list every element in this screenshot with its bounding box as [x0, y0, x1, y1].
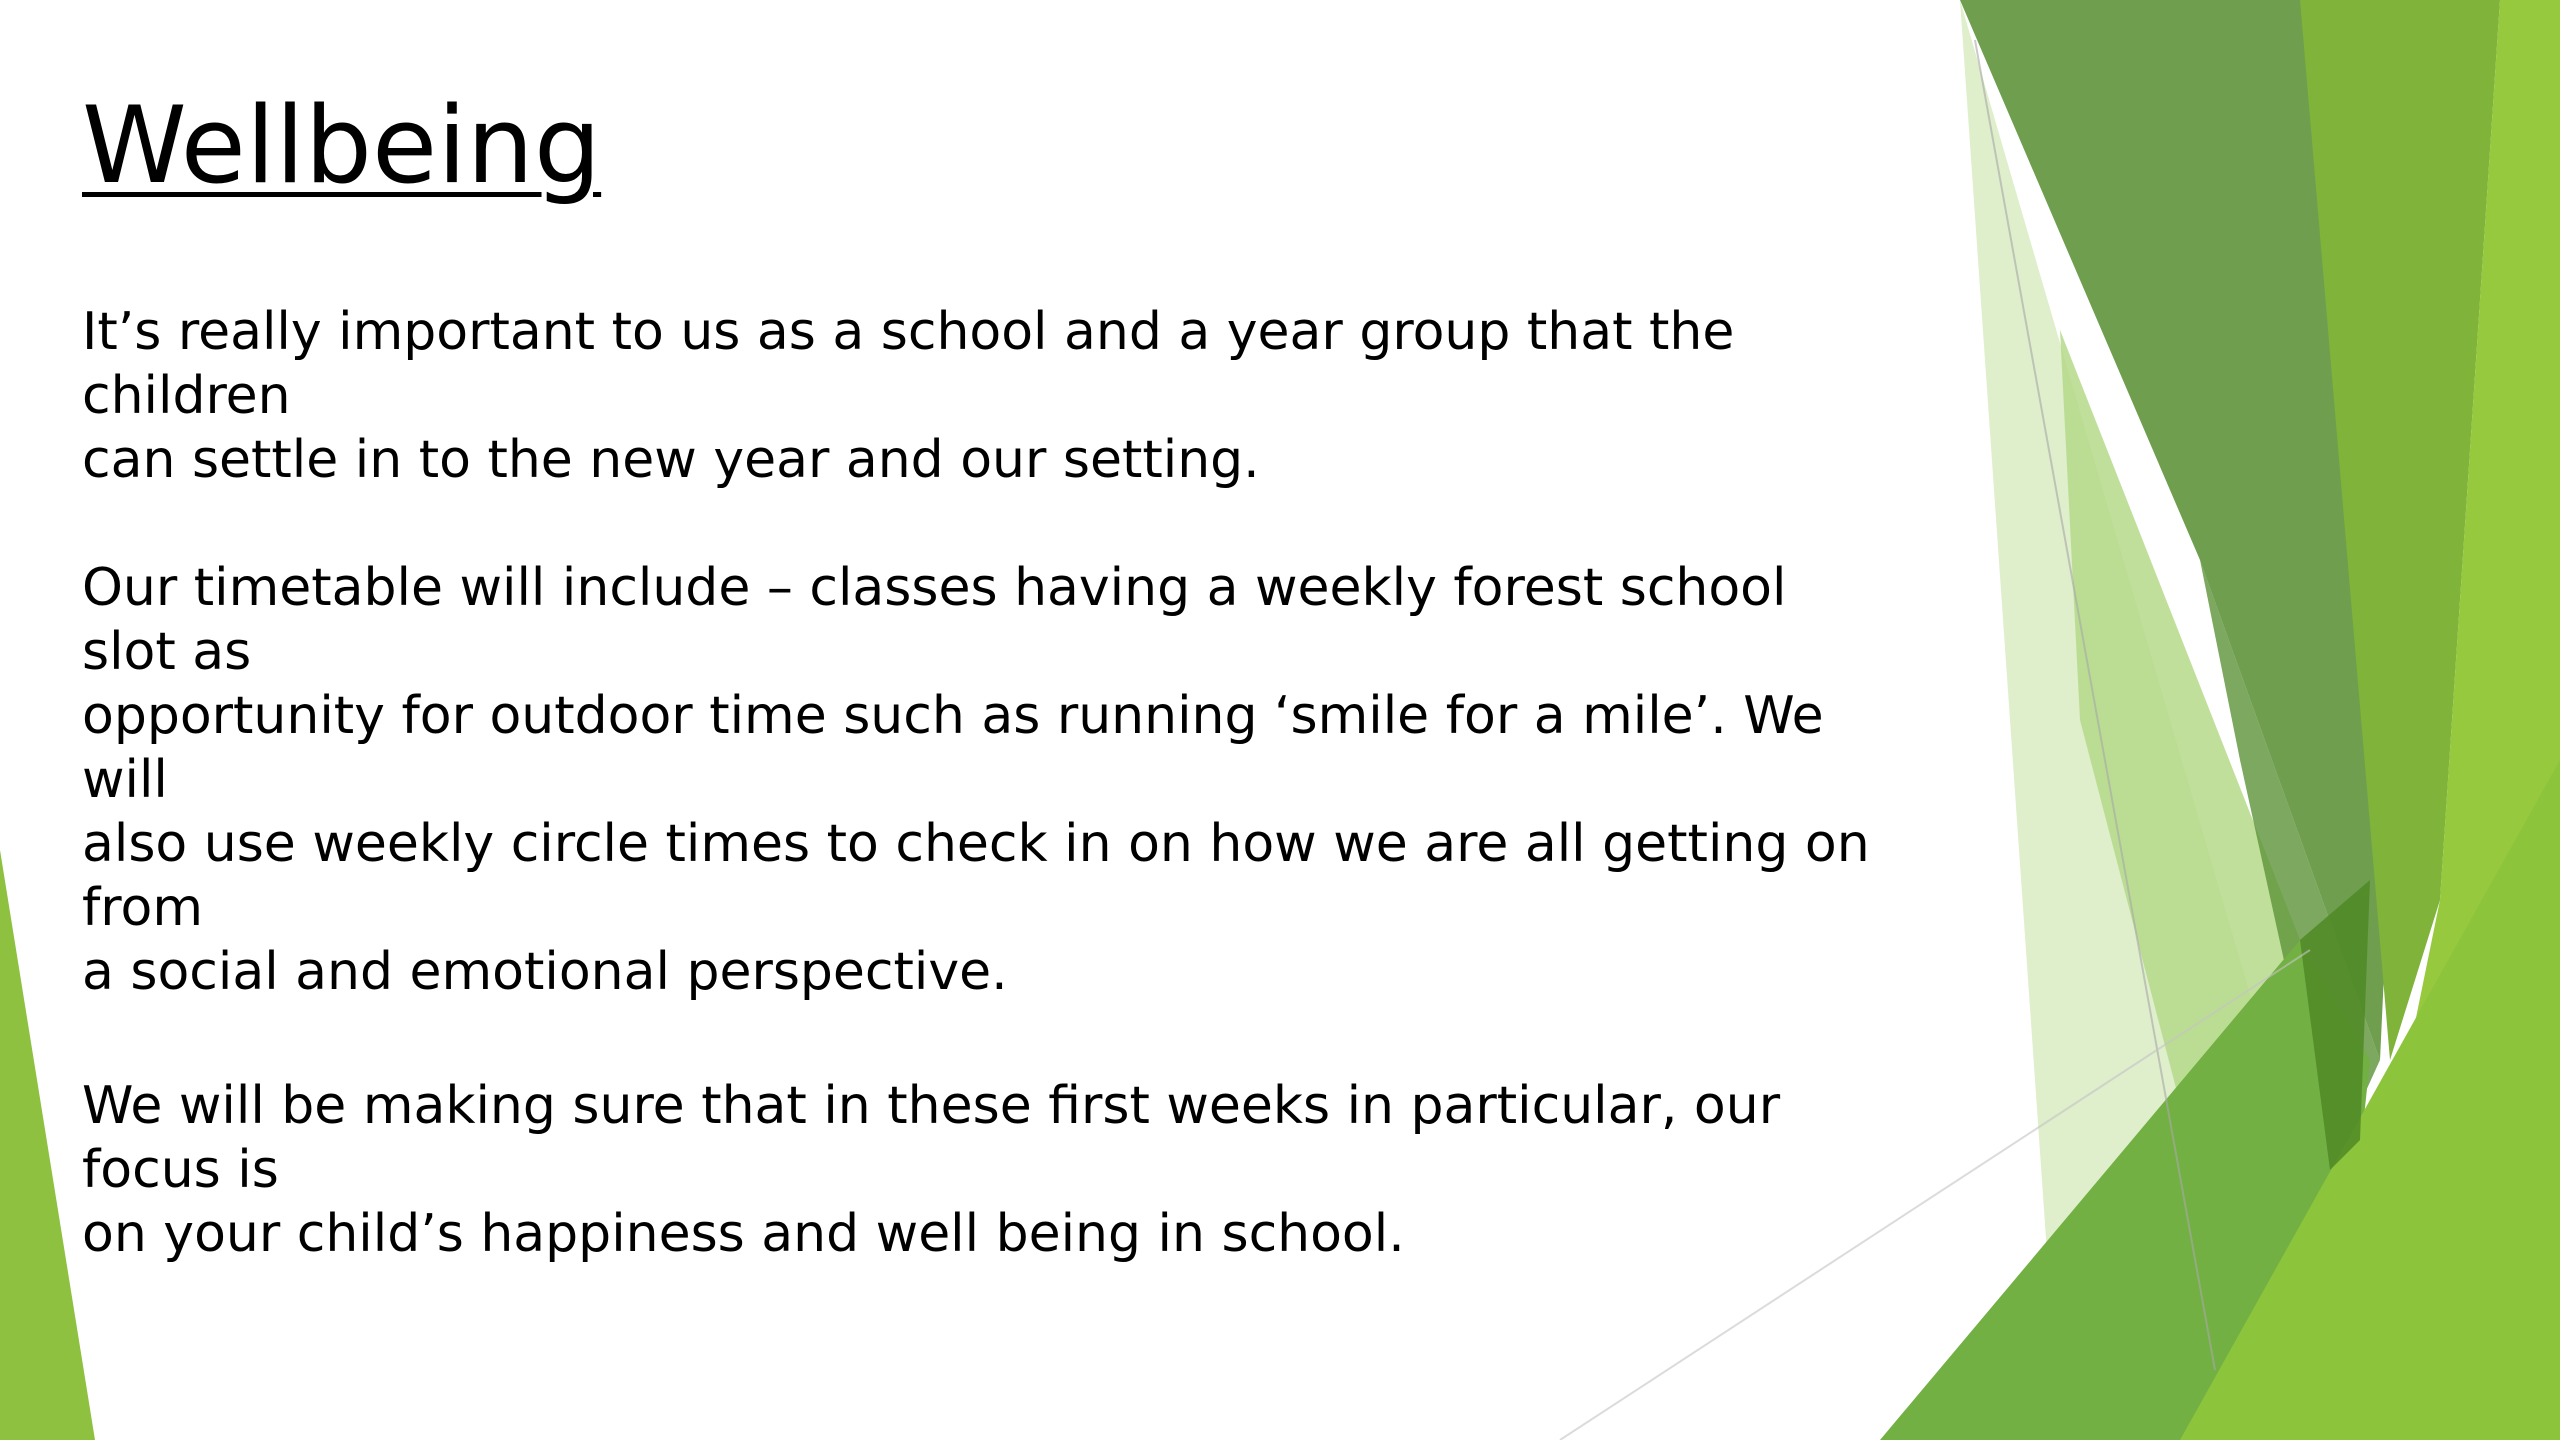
slide-title: Wellbeing — [82, 84, 602, 207]
paragraph-focus: We will be making sure that in these first weeks in particular, our focus is on your child’s happiness and well being in school. — [82, 1076, 1781, 1264]
paragraph-timetable: Our timetable will include – classes having a weekly forest school slot as opportunity for outdoor time such as running ‘smile for a mile’. We will also use weekly circle times to check in on how we are all getting on from a social and emotional perspective. — [82, 558, 1870, 1002]
left-facet — [0, 850, 95, 1440]
paragraph-settling-in: It’s really important to us as a school and a year group that the children can settle in to the new year and our setting. — [82, 302, 1735, 490]
slide-body — [82, 300, 1882, 1330]
